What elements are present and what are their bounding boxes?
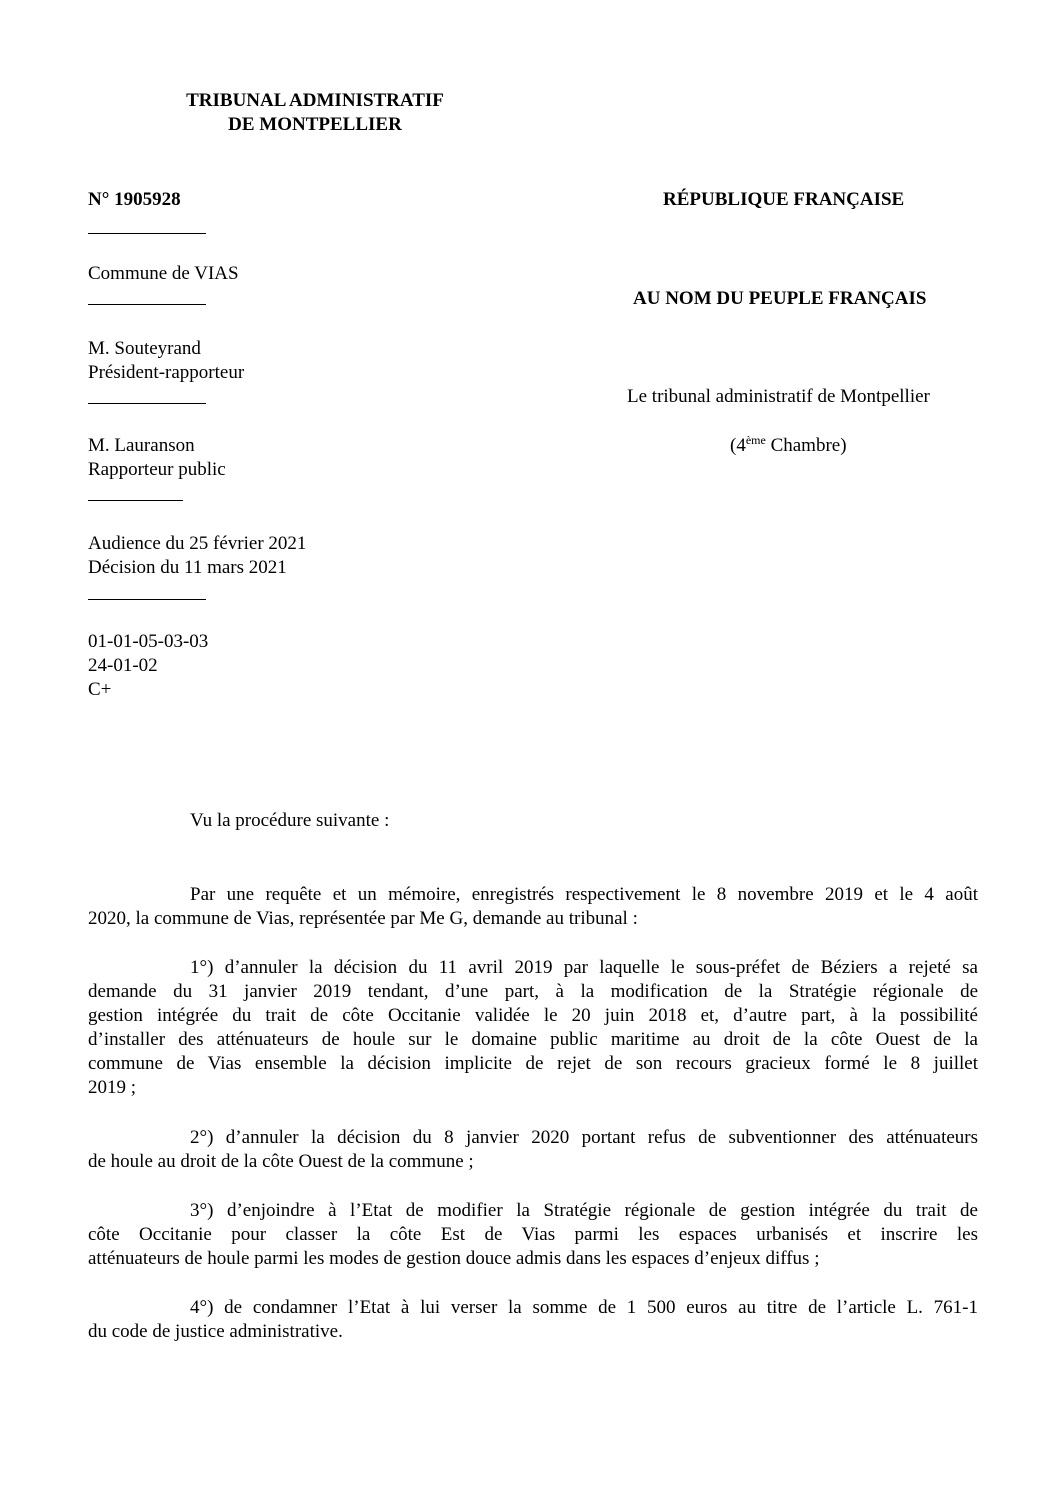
paragraph-line: d’installer des atténuateurs de houle sur le domaine public maritime au droit de la côte Ouest de la [88,1029,978,1050]
paragraph-line: 2°) d’annuler la décision du 8 janvier 2020 portant refus de subventionner des atténuateurs [190,1127,978,1148]
divider [88,500,183,501]
divider [88,403,206,404]
public-reporter-name: M. Lauranson [88,435,195,456]
divider [88,599,206,600]
tribunal-name: Le tribunal administratif de Montpellier [627,386,930,407]
classification-code: 01-01-05-03-03 [88,631,209,652]
chamber-prefix: (4 [730,435,746,456]
paragraph-line: demande du 31 janvier 2019 tendant, d’une part, à la modification de la Stratégie régionale de [88,981,978,1002]
paragraph-line: côte Occitanie pour classer la côte Est de Vias parmi les espaces urbanisés et inscrire les [88,1224,978,1245]
classification-code: 24-01-02 [88,655,158,676]
president-name: M. Souteyrand [88,338,201,359]
paragraph-line: 3°) d’enjoindre à l’Etat de modifier la Stratégie régionale de gestion intégrée du trait de [190,1200,978,1221]
paragraph-line: de houle au droit de la côte Ouest de la commune ; [88,1151,474,1172]
public-reporter-role: Rapporteur public [88,459,226,480]
court-name-line1: TRIBUNAL ADMINISTRATIF [186,90,444,111]
paragraph-line: 1°) d’annuler la décision du 11 avril 2019 par laquelle le sous-préfet de Béziers a rejeté sa [190,957,978,978]
chamber [730,434,847,458]
paragraph-line: atténuateurs de houle parmi les modes de gestion douce admis dans les espaces d’enjeux diffus ; [88,1248,820,1269]
hearing-date: Audience du 25 février 2021 [88,533,307,554]
republic-heading: RÉPUBLIQUE FRANÇAISE [663,189,905,210]
paragraph-line: 4°) de condamner l’Etat à lui verser la somme de 1 500 euros au titre de l’article L. 761-1 [190,1297,978,1318]
court-name-line2: DE MONTPELLIER [228,114,402,135]
paragraph-line: 2020, la commune de Vias, représentée par Me G, demande au tribunal : [88,908,638,929]
procedure-heading: Vu la procédure suivante : [190,810,390,831]
divider [88,304,206,305]
divider [88,233,206,234]
case-number: N° 1905928 [88,189,181,210]
paragraph-line: gestion intégrée du trait de côte Occitanie validée le 20 juin 2018 et, d’autre part, à la possibilité [88,1005,978,1026]
paragraph-line: 2019 ; [88,1077,137,1098]
publication-code: C+ [88,679,112,700]
chamber-suffix: Chambre) [765,435,847,456]
decision-date: Décision du 11 mars 2021 [88,557,287,578]
president-role: Président-rapporteur [88,362,245,383]
party-name: Commune de VIAS [88,263,239,284]
paragraph-line: commune de Vias ensemble la décision implicite de rejet de son recours gracieux formé le 8 juillet [88,1053,978,1074]
in-name-heading: AU NOM DU PEUPLE FRANÇAIS [633,288,927,309]
chamber-superscript: ème [745,433,766,447]
paragraph-line: Par une requête et un mémoire, enregistrés respectivement le 8 novembre 2019 et le 4 août [190,884,978,905]
paragraph-line: du code de justice administrative. [88,1321,343,1342]
